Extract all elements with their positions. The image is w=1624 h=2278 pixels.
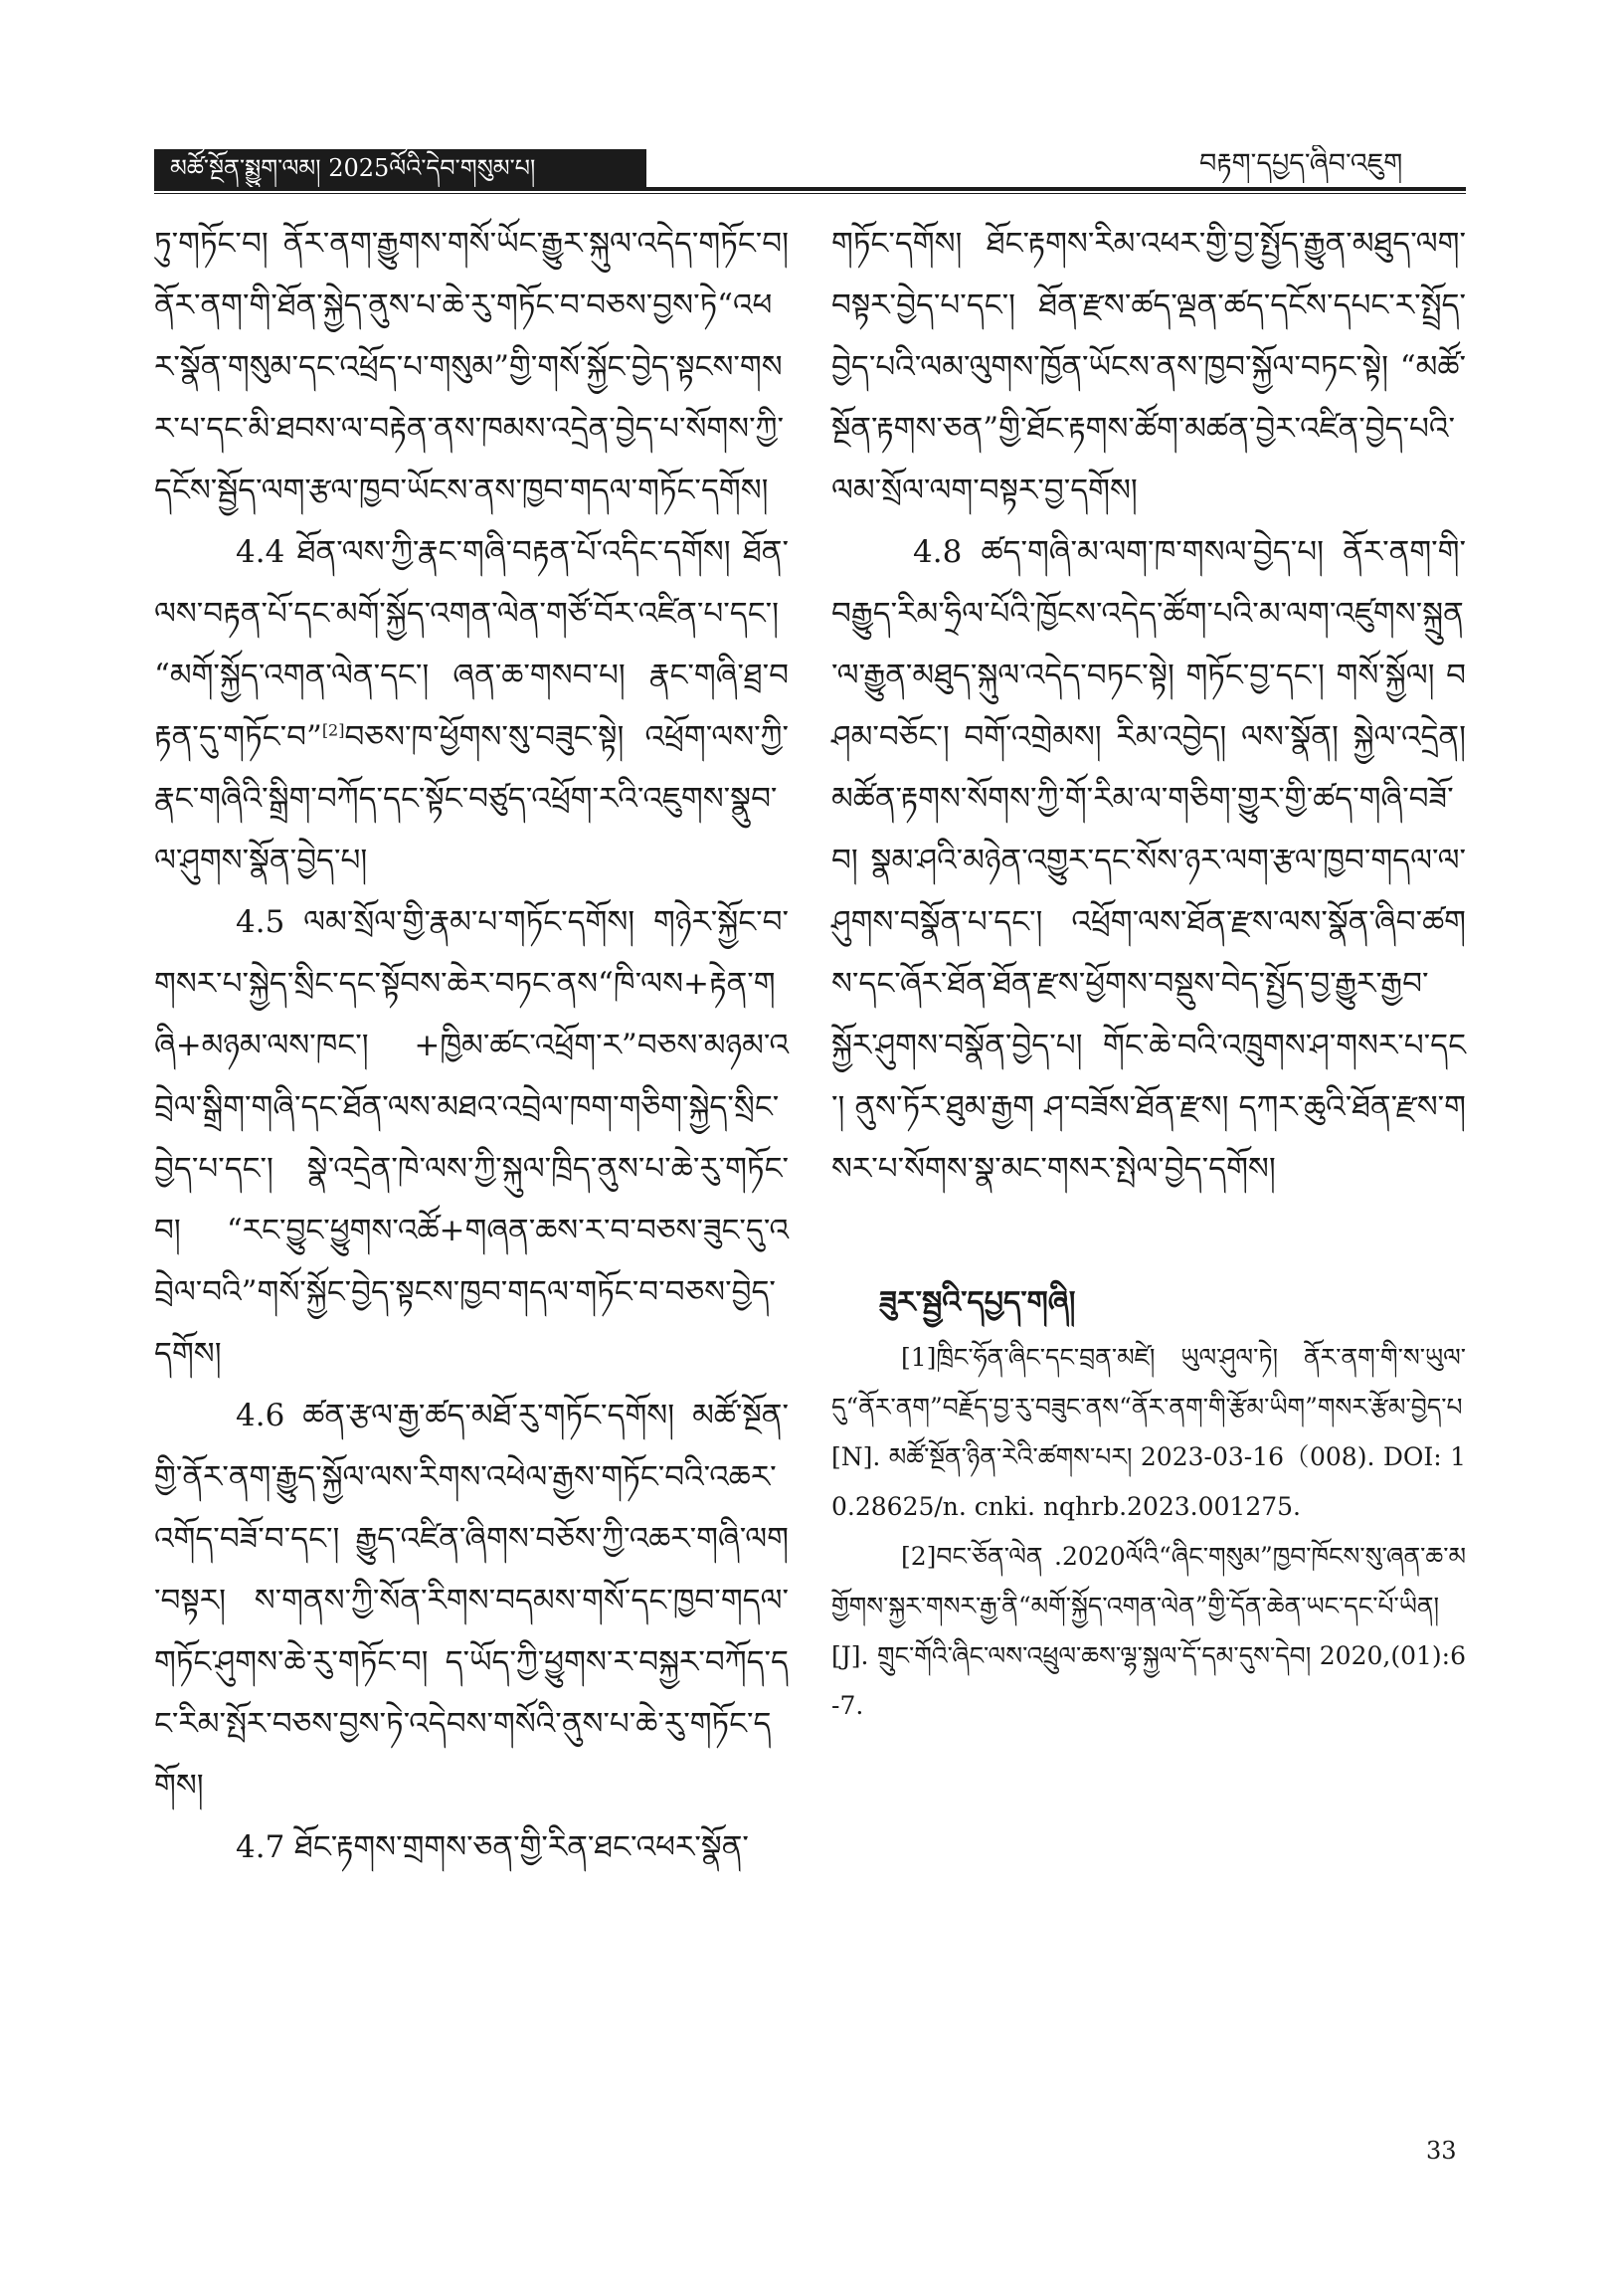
section-4-4-rest: བཅས་ཁ་ཕྱོགས་སུ་བཟུང་སྟེ། འཕྲོག་ལས་ཀྱི་རྣང་གཞིའི་སྒྲིག་བཀོད་དང་སྟོང་བཙུད་འཕྲོག་རའི་འཇུགས་སྣུབ་ལ་ཤུགས་སྣོན་བྱེད་པ། [154,719,789,878]
right-column [831,213,1466,1731]
paragraph-continued-right: གཏོང་དགོས། ཐོང་རྟགས་རིམ་འཕར་གྱི་བྱ་སྤྱོད་རྒྱུན་མཐུད་ལག་བསྟར་བྱེད་པ་དང་། ཐོན་རྫས་ཚད་ལྡན་ཚད་དངོས་དཔང་ར་སྤྲོད་བྱེད་པའི་ལམ་ལུགས་ཁྱོན་ཡོངས་ནས་ཁྱབ་སྐྱོལ་བཏང་སྟེ། “མཚོ་སྔོན་རྟགས་ཅན”གྱི་ཐོང་རྟགས་ཚོག་མཚན་བྱེར་འཛིན་བྱེད་པའི་ལམ་སྲོལ་ལག་བསྟར་བྱ་དགོས། [831,226,1466,508]
page-number: 33 [1426,2137,1457,2165]
citation-2[interactable]: [2] [321,720,345,740]
header-rule-thin [154,193,1466,194]
section-4-4-text: 4.4 ཐོན་ལས་ཀྱི་རྣང་གཞི་བརྟན་པོ་འདིང་དགོས། ཐོན་ལས་བརྟན་པོ་དང་མགོ་སྐྱོད་འགན་ལེན་གཙོ་བོར་འཛིན་པ་དང་། “མགོ་སྐྱོད་འགན་ལེན་དང་། ཞན་ཆ་གསབ་པ། རྣང་གཞི་ཐྲ་བརྟན་དུ་གཏོང་བ” [154,534,789,755]
references-heading: ཟུར་སྦྱའི་དཔྱད་གཞི། [879,1285,1076,1320]
reference-1: [1]ཁྲིང་ཧོན་ཞིང་དང་བྲན་མཛེ། ཡུལ་ཤུལ་ཏེ། ནོར་ནག་གི་ས་ཡུལ་དུ“ནོར་ནག”བརྗོད་བྱ་རུ་བཟུང་ནས“ནོར་ནག་གི་རྩོམ་ཡིག”གསར་རྩོམ་བྱེད་པ[N]. མཚོ་སྔོན་ཉིན་རེའི་ཚགས་པར། 2023-03-16（008). DOI: 10.28625/n. cnki. nqhrb.2023.001275. [831,1343,1466,1521]
paragraph-continued: ཏུ་གཏོང་བ། ནོར་ནག་རྒྱུགས་གསོ་ཡོང་རྒྱུར་སྐུལ་འདེད་གཏོང་བ། ནོར་ནག་གི་ཐོན་སྐྱེད་ནུས་པ་ཆེ་རུ་གཏོང་བ་བཅས་བྱས་ཏེ“འཕར་སྣོན་གསུམ་དང་འཕྲོད་པ་གསུམ”གྱི་གསོ་སྐྱོང་བྱེད་སྟངས་གསར་པ་དང་མི་ཐབས་ལ་བརྟེན་ནས་ཁམས་འདྲེན་བྱེད་པ་སོགས་ཀྱི་དངོས་སྦྱོད་ལག་རྩལ་ཁྱབ་ཡོངས་ནས་ཁྱབ་གདལ་གཏོང་དགོས། [154,226,789,508]
section-title: བརྟག་དཔྱད་ཞིབ་འཇུག [1199,148,1403,179]
header-rule [154,187,1466,191]
section-4-4 [154,521,789,891]
journal-issue-banner: མཚོ་སྔོན་སྨྱུག་ལམ། 2025ལོའི་དེབ་གསུམ་པ། [154,149,646,187]
reference-2: [2]བང་ཅོན་ལེན .2020ལོའི“ཞིང་གསུམ”ཁྱབ་ཁོངས་སུ་ཞན་ཆ་མགྱོགས་སྐྱར་གསར་རྒྱ་ནི“མགོ་སྐྱོད་འགན་ལེན”གྱི་དོན་ཆེན་ཡང་དང་པོ་ཡིན།[J]. གྲུང་གོའི་ཞིང་ལས་འཕྲུལ་ཆས་ལྷ་སྐྱལ་དོ་དམ་དུས་དེབ། 2020,(01):6-7. [831,1542,1466,1720]
section-4-7: 4.7 ཐོང་རྟགས་གྲགས་ཅན་གྱི་རིན་ཐང་འཕར་སྣོན་ [236,1829,749,1865]
section-4-8: 4.8 ཚད་གཞི་མ་ལག་ཁ་གསལ་བྱེད་པ། ནོར་ནག་གི་བརྒྱུད་རིམ་ཧྲིལ་པོའི་ཁྱོངས་འདེད་ཚོག་པའི་མ་ལག་འཛུགས་སྐྲུན་ལ་རྒྱུན་མཐུད་སྐུལ་འདེད་བཏང་སྟེ། གཏོང་བྱ་དང་། གསོ་སྐྱོལ། བཤམ་བཅོང་། བགོ་འགྲེམས། རིམ་འབྱེད། ལས་སྣོན། སྐྱེལ་འདྲེན། མཚོན་རྟགས་སོགས་ཀྱི་གོ་རིམ་ལ་གཅིག་གྱུར་གྱི་ཚད་གཞི་བཟོ་བ། སྣམ་ཤའི་མཉེན་འགྱུར་དང་སོས་ཉར་ལག་རྩལ་ཁྱབ་གདལ་ལ་ཤུགས་བསྣོན་པ་དང་། འཕྲོག་ལས་ཐོན་རྫས་ལས་སྣོན་ཞིབ་ཚགས་དང་ཞོར་ཐོན་ཐོན་རྫས་ཕྱོགས་བསྡུས་བེད་སྤྱོད་བྱ་རྒྱུར་རྒྱབ་སྐྱོར་ཤུགས་བསྣོན་བྱེད་པ། གོང་ཆེ་བའི་འཁྲུགས་ཤ་གསར་པ་དང་། ནུས་ཏོར་ཐུམ་རྒྱག ཤ་བཟོས་ཐོན་རྫས། དཀར་ཆུའི་ཐོན་རྫས་གསར་པ་སོགས་སྣ་མང་གསར་སྤེལ་བྱེད་དགོས། [831,534,1466,1187]
left-column [154,213,789,1878]
section-4-6: 4.6 ཚན་རྩལ་རྒྱ་ཚད་མཐོ་རུ་གཏོང་དགོས། མཚོ་སྔོན་གྱི་ནོར་ནག་རྒྱུད་སྐྱོལ་ལས་རིགས་འཕེལ་རྒྱས་གཏོང་བའི་འཆར་འགོད་བཟོ་བ་དང་། རྒྱུད་འཛིན་ཞིགས་བཅོས་ཀྱི་འཆར་གཞི་ལག་བསྟར། ས་གནས་ཀྱི་སོན་རིགས་བདམས་གསོ་དང་ཁྱབ་གདལ་གཏོང་ཤུགས་ཆེ་རུ་གཏོང་བ། ད་ཡོད་ཀྱི་ཕྱུགས་ར་བསྐྱར་བཀོད་དང་རིམ་སྤོར་བཅས་བྱས་ཏེ་འདེབས་གསོའི་ནུས་པ་ཆེ་རུ་གཏོང་དགོས། [154,1398,789,1803]
section-4-5: 4.5 ལམ་སྲོལ་གྱི་རྣམ་པ་གཏོང་དགོས། གཉེར་སྐྱོང་བ་གསར་པ་སྐྱེད་སྲིང་དང་སྟོབས་ཆེར་བཏང་ནས“ཁི་ལས+རྟེན་གཞི+མཉམ་ལས་ཁང་། +ཁྱིམ་ཚང་འཕྲོག་ར”བཅས་མཉམ་འབྲེལ་སྒྲིག་གཞི་དང་ཐོན་ལས་མཐའ་འབྲེལ་ཁག་གཅིག་སྐྱེད་སྲིང་བྱེད་པ་དང་། སྣེ་འདྲེན་ཁེ་ལས་ཀྱི་སྐུལ་ཁྲིད་ནུས་པ་ཆེ་རུ་གཏོང་བ། “རང་བྱུང་ཕྱུགས་འཚོ+གཞན་ཆས་ར་བ་བཅས་ཟུང་དུ་འབྲེལ་བའི”གསོ་སྐྱོང་བྱེད་སྟངས་ཁྱབ་གདལ་གཏོང་བ་བཅས་བྱེད་དགོས། [154,904,789,1372]
